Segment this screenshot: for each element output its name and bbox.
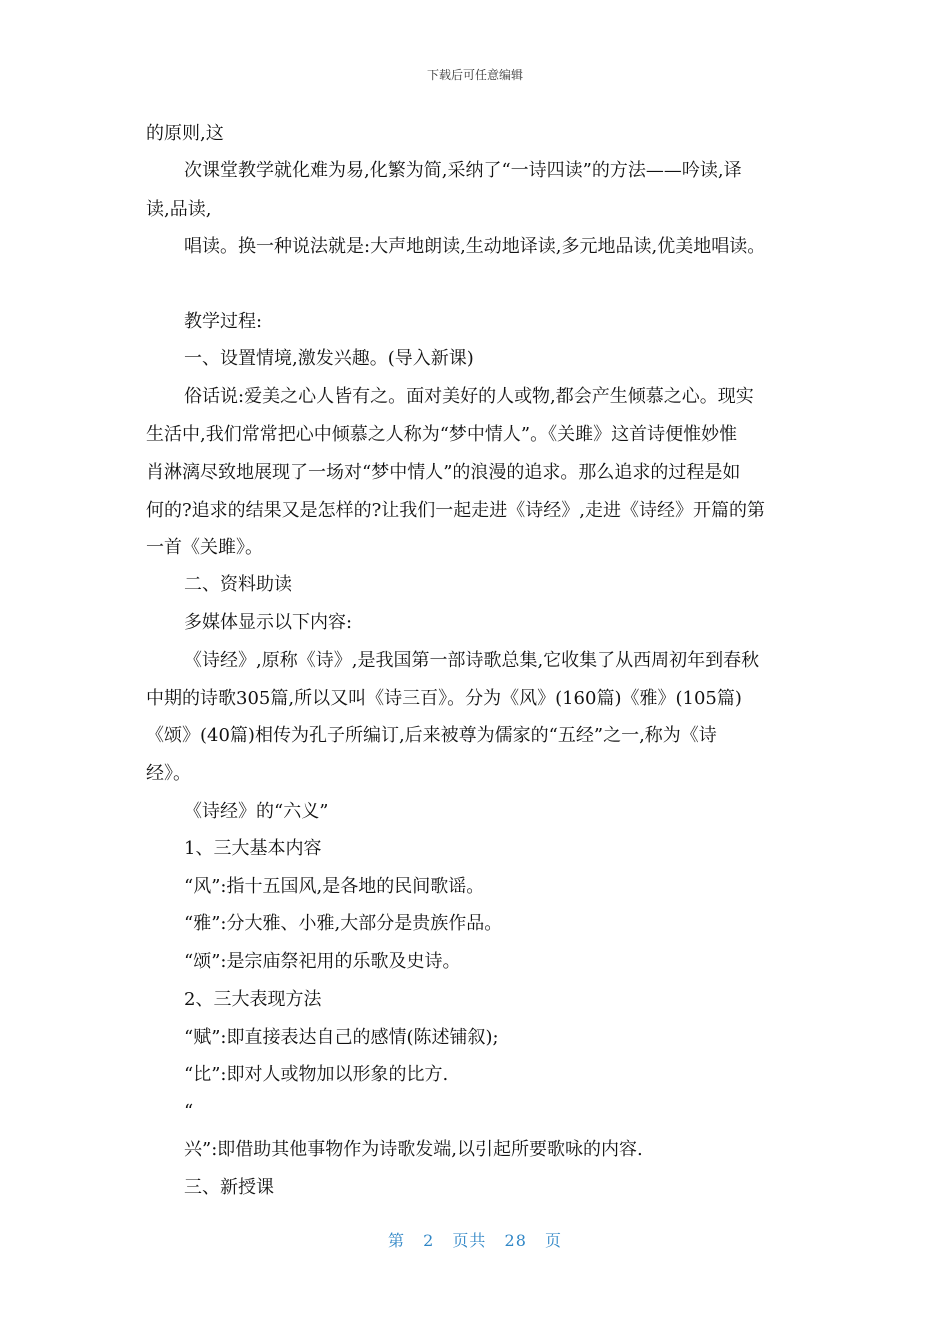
text-line: 《诗经》的“六义” <box>184 801 329 822</box>
section-heading: 二、资料助读 <box>184 574 292 595</box>
page-total: 28 <box>504 1231 527 1250</box>
section-heading: 三、新授课 <box>184 1177 274 1198</box>
page-prefix: 第 <box>388 1231 406 1250</box>
text-line: “比”:即对人或物加以形象的比方. <box>184 1064 449 1085</box>
page-suffix: 页 <box>544 1231 562 1250</box>
subsection-heading: 2、三大表现方法 <box>184 989 322 1010</box>
page-header: 下载后可任意编辑 <box>426 68 523 82</box>
text-line: 一首《关雎》。 <box>146 537 263 558</box>
text-line: “风”:指十五国风,是各地的民间歌谣。 <box>184 876 485 897</box>
text-line: 肖淋漓尽致地展现了一场对“梦中情人”的浪漫的追求。那么追求的过程是如 <box>146 462 741 483</box>
section-heading: 一、设置情境,激发兴趣。(导入新课) <box>184 348 474 369</box>
page-middle: 页共 <box>452 1231 487 1250</box>
text-line: 读,品读, <box>146 199 212 220</box>
text-line: 《颂》(40篇)相传为孔子所编订,后来被尊为儒家的“五经”之一,称为《诗 <box>146 725 717 746</box>
text-line: 唱读。换一种说法就是:大声地朗读,生动地译读,多元地品读,优美地唱读。 <box>184 236 766 257</box>
text-line: 多媒体显示以下内容: <box>184 612 353 633</box>
page-number: 2 <box>423 1231 435 1250</box>
text-line: 的原则,这 <box>146 123 224 144</box>
text-line: 俗话说:爱美之心人皆有之。面对美好的人或物,都会产生倾慕之心。现实 <box>184 386 754 407</box>
text-line: “颂”:是宗庙祭祀用的乐歌及史诗。 <box>184 951 461 972</box>
text-line: “ <box>184 1101 194 1122</box>
text-line: 生活中,我们常常把心中倾慕之人称为“梦中情人”。《关雎》这首诗便惟妙惟 <box>146 424 738 445</box>
text-line: “雅”:分大雅、小雅,大部分是贵族作品。 <box>184 913 503 934</box>
text-line: 次课堂教学就化难为易,化繁为简,采纳了“一诗四读”的方法——吟读,译 <box>184 160 742 181</box>
page-footer <box>0 1228 950 1251</box>
text-line: 兴”:即借助其他事物作为诗歌发端,以引起所要歌咏的内容. <box>184 1139 643 1160</box>
text-line: “赋”:即直接表达自己的感情(陈述铺叙); <box>184 1027 499 1048</box>
text-line: 经》。 <box>146 763 191 784</box>
subsection-heading: 1、三大基本内容 <box>184 838 322 859</box>
section-heading: 教学过程: <box>184 311 263 332</box>
text-line: 何的?追求的结果又是怎样的?让我们一起走进《诗经》,走进《诗经》开篇的第 <box>146 500 766 521</box>
text-line: 《诗经》,原称《诗》,是我国第一部诗歌总集,它收集了从西周初年到春秋 <box>184 650 760 671</box>
text-line: 中期的诗歌305篇,所以又叫《诗三百》。分为《风》(160篇)《雅》(105篇) <box>146 688 742 709</box>
